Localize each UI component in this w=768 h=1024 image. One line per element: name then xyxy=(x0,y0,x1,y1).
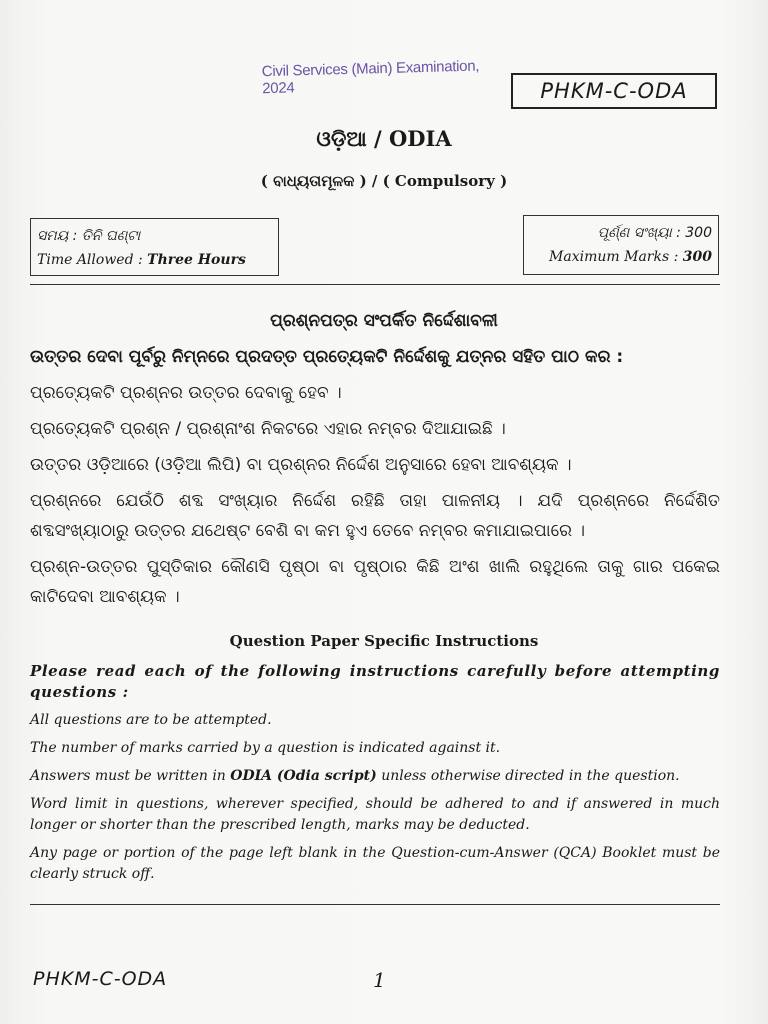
maximum-marks-box xyxy=(523,215,719,275)
paper-title: ଓଡ଼ିଆ / ODIA xyxy=(316,126,452,151)
paper-code-box: PHKM-C-ODA xyxy=(511,73,717,109)
time-allowed-box xyxy=(30,218,279,276)
odia-instructions xyxy=(30,342,720,612)
footer-paper-code: PHKM-C-ODA xyxy=(33,968,168,990)
odia-instruction-item: ପ୍ରତ୍ୟେକଟି ପ୍ରଶ୍ନ / ପ୍ରଶ୍ନାଂଶ ନିକଟରେ ଏହାର ନମ୍ବର ଦିଆଯାଇଛି । xyxy=(30,419,506,439)
english-instruction-item: All questions are to be attempted. xyxy=(30,712,272,728)
odia-instructions-heading: ପ୍ରଶ୍ନପତ୍ର ସଂପର୍କିତ ନିର୍ଦ୍ଦେଶାବଳୀ xyxy=(270,311,498,331)
maximum-marks-odia: ପୂର୍ଣ୍ଣ ସଂଖ୍ୟା : 300 xyxy=(597,225,712,241)
page-number: 1 xyxy=(373,968,386,992)
english-instructions-heading: Question Paper Specific Instructions xyxy=(229,632,539,650)
odia-instructions-intro: ଉତ୍ତର ଦେବା ପୂର୍ବରୁ ନିମ୍ନରେ ପ୍ରଦତ୍ତ ପ୍ରତ୍ୟେକଟି ନିର୍ଦ୍ଦେଶକୁ ଯତ୍ନର ସହିତ ପାଠ କର : xyxy=(30,347,624,367)
instruction-text: unless otherwise directed in the question. xyxy=(376,768,680,784)
bottom-divider xyxy=(30,904,720,905)
english-instruction-item: The number of marks carried by a question is indicated against it. xyxy=(30,740,501,756)
odia-instruction-item: ଉତ୍ତର ଓଡ଼ିଆରେ (ଓଡ଼ିଆ ଲିପି) ବା ପ୍ରଶ୍ନର ନିର୍ଦ୍ଦେଶ ଅନୁସାରେ ହେବା ଆବଶ୍ୟକ । xyxy=(30,455,572,475)
instruction-text: Answers must be written in xyxy=(30,768,231,784)
english-instruction-item: Any page or portion of the page left blank in the Question-cum-Answer (QCA) Booklet must be clearly struck off. xyxy=(30,845,720,882)
odia-instruction-item: ପ୍ରତ୍ୟେକଟି ପ୍ରଶ୍ନର ଉତ୍ତର ଦେବାକୁ ହେବ । xyxy=(30,383,342,403)
maximum-marks-value: 300 xyxy=(682,249,712,265)
english-instruction-item: Word limit in questions, wherever specified, should be adhered to and if answered in much longer or shorter than the prescribed length, marks may be deducted. xyxy=(30,796,720,833)
instruction-emphasis: ODIA (Odia script) xyxy=(230,768,377,784)
time-allowed-english xyxy=(37,248,272,272)
time-allowed-odia: ସମୟ : ତିନି ଘଣ୍ଟା xyxy=(37,228,141,244)
english-instruction-item xyxy=(30,766,720,787)
english-instructions xyxy=(30,661,720,885)
odia-instruction-item: ପ୍ରଶ୍ନରେ ଯେଉଁଠି ଶବ୍ଦ ସଂଖ୍ୟାର ନିର୍ଦ୍ଦେଶ ରହିଛି ତାହା ପାଳନୀୟ । ଯଦି ପ୍ରଶ୍ନରେ ନିର୍ଦ୍ଦେଶିତ ଶବ୍ଦସଂଖ୍ୟାଠାରୁ ଉତ୍ତର ଯଥେଷ୍ଟ ବେଶି ବା କମ ହୁଏ ତେବେ ନମ୍ବର କମାଯାଇପାରେ । xyxy=(30,491,720,541)
top-divider xyxy=(30,284,720,285)
odia-instruction-item: ପ୍ରଶ୍ନ-ଉତ୍ତର ପୁସ୍ତିକାର କୌଣସି ପୃଷ୍ଠା ବା ପୃଷ୍ଠାର କିଛି ଅଂଶ ଖାଲି ରହୁଥିଲେ ତାକୁ ଗାର ପକେଇ କାଟିଦେବା ଆବଶ୍ୟକ । xyxy=(30,557,720,607)
paper-subtitle: ( ବାଧ୍ୟତାମୂଳକ ) / ( Compulsory ) xyxy=(260,172,508,190)
time-allowed-label: Time Allowed : xyxy=(37,252,148,268)
exam-stamp: Civil Services (Main) Examination, 2024 xyxy=(261,57,480,98)
english-instructions-intro: Please read each of the following instructions carefully before attempting questions : xyxy=(30,662,720,701)
maximum-marks-label: Maximum Marks : xyxy=(549,249,683,265)
maximum-marks-english xyxy=(530,245,712,269)
time-allowed-value: Three Hours xyxy=(147,252,246,268)
